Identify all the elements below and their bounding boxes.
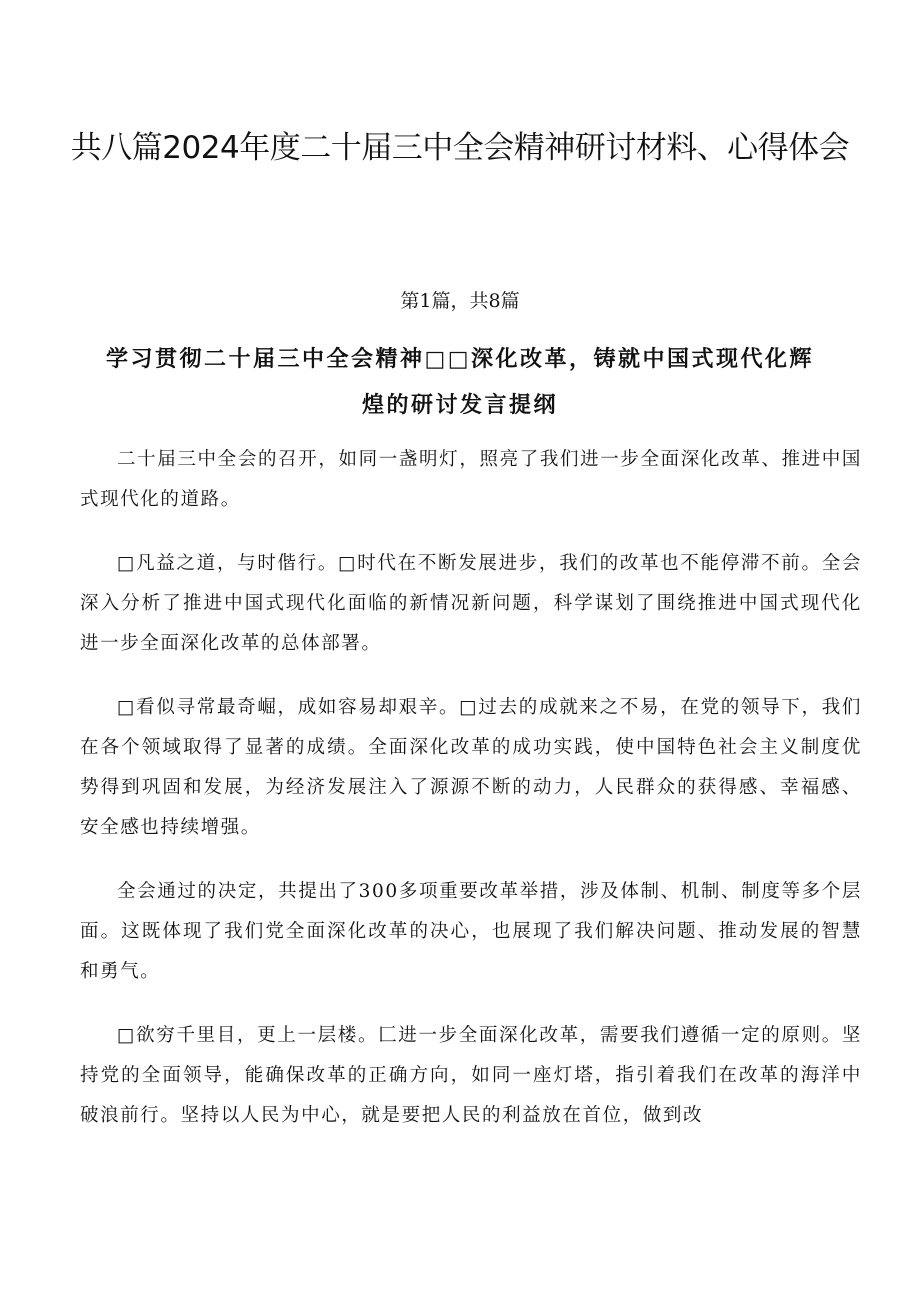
paragraph: □欲穷千里目，更上一层楼。匚进一步全面深化改革，需要我们遵循一定的原则。坚持党的全面领导，能确保改革的正确方向，如同一座灯塔，指引着我们在改革的海洋中破浪前行。坚持以人民为中心，就是要把人民的利益放在首位，做到改 — [80, 1025, 862, 1126]
document-title: 共八篇2024年度二十届三中全会精神研讨材料、心得体会 — [70, 130, 850, 166]
paragraph: □看似寻常最奇崛，成如容易却艰辛。□过去的成就来之不易，在党的领导下，我们在各个领域取得了显著的成绩。全面深化改革的成功实践，使中国特色社会主义制度优势得到巩固和发展，为经济发展注入了源源不断的动力，人民群众的获得感、幸福感、安全感也持续增强。 — [80, 697, 862, 838]
article-subtitle: 学习贯彻二十届三中全会精神□□深化改革，铸就中国式现代化辉煌的研讨发言提纲 — [105, 346, 815, 418]
section-label: 第1篇，共8篇 — [400, 290, 520, 312]
article-body — [80, 440, 862, 1160]
paragraph: 全会通过的决定，共提出了300多项重要改革举措，涉及体制、机制、制度等多个层面。这既体现了我们党全面深化改革的决心，也展现了我们解决问题、推动发展的智慧和勇气。 — [80, 881, 862, 982]
paragraph: 二十届三中全会的召开，如同一盏明灯，照亮了我们进一步全面深化改革、推进中国式现代化的道路。 — [80, 449, 862, 510]
paragraph: □凡益之道，与时偕行。□时代在不断发展进步，我们的改革也不能停滞不前。全会深入分析了推进中国式现代化面临的新情况新问题，科学谋划了围绕推进中国式现代化进一步全面深化改革的总体部署。 — [80, 553, 862, 654]
